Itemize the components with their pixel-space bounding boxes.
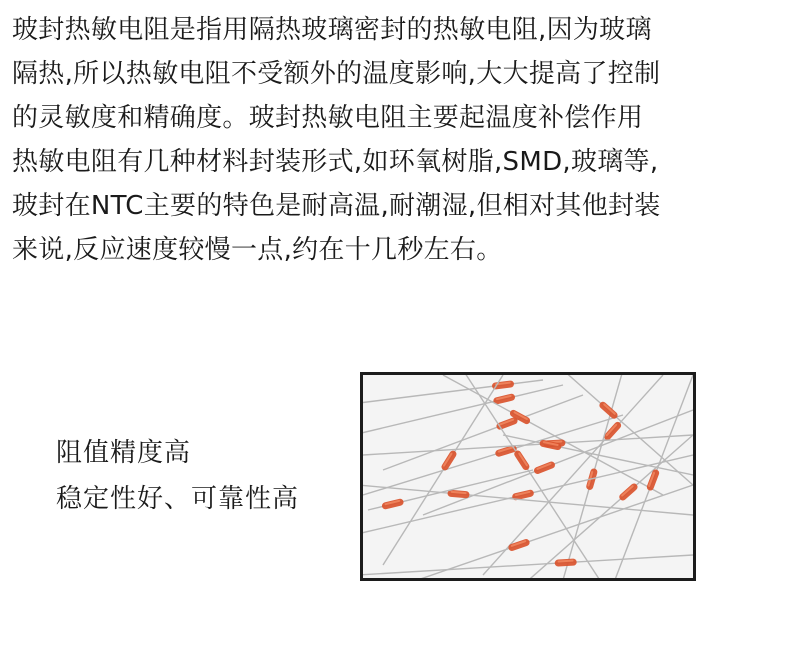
thermistor-lead-wire <box>363 385 563 435</box>
thermistor-lead-wire <box>363 380 543 405</box>
thermistor-glass-bead <box>513 449 531 471</box>
thermistor-glass-bead <box>618 482 639 502</box>
thermistor-photo-illustration <box>363 375 693 578</box>
thermistor-lead-wire <box>363 485 693 515</box>
thermistor-glass-bead <box>495 416 518 430</box>
thermistor-glass-bead <box>533 461 556 475</box>
feature-item-reliability: 稳定性好、可靠性高 <box>56 484 300 514</box>
description-line-4: 热敏电阻有几种材料封装形式,如环氧树脂,SMD,玻璃等, <box>12 147 659 177</box>
description-line-5: 玻封在NTC主要的特色是耐高温,耐潮湿,但相对其他封装 <box>12 191 661 221</box>
thermistor-glass-bead <box>555 558 577 566</box>
description-paragraph <box>12 8 787 272</box>
thermistor-product-photo <box>360 372 696 581</box>
thermistor-lead-wire <box>363 435 693 455</box>
thermistor-glass-bead <box>507 538 530 552</box>
thermistor-glass-bead <box>646 468 660 491</box>
thermistor-lead-wire <box>383 375 503 565</box>
thermistor-glass-bead <box>493 393 516 405</box>
description-line-1: 玻封热敏电阻是指用隔热玻璃密封的热敏电阻,因为玻璃 <box>12 15 652 45</box>
description-line-3: 的灵敏度和精确度。玻封热敏电阻主要起温度补偿作用 <box>12 103 644 133</box>
thermistor-glass-bead <box>598 400 619 420</box>
thermistor-glass-bead <box>381 498 404 510</box>
description-line-6: 来说,反应速度较慢一点,约在十几秒左右。 <box>12 235 503 265</box>
description-line-2: 隔热,所以热敏电阻不受额外的温度影响,大大提高了控制 <box>12 59 661 89</box>
thermistor-lead-wire <box>363 415 623 495</box>
thermistor-lead-wire <box>363 555 693 575</box>
feature-item-precision: 阻值精度高 <box>56 438 192 468</box>
thermistor-glass-bead <box>447 490 470 499</box>
feature-list <box>56 430 356 522</box>
thermistor-lead-wire <box>563 375 693 485</box>
